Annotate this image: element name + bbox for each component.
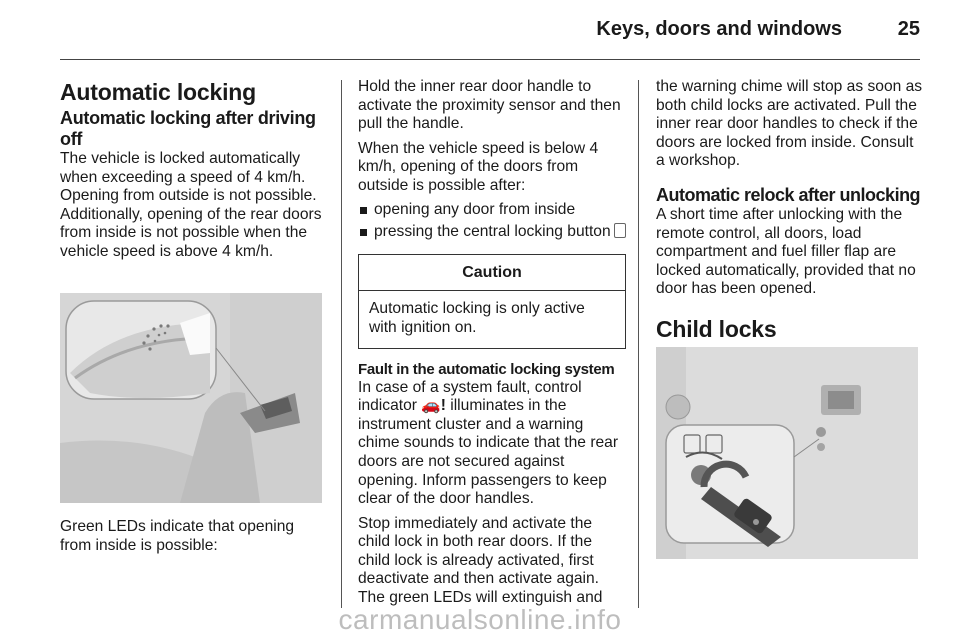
central-lock-button-icon	[614, 223, 626, 238]
paragraph-speed-below: When the vehicle speed is below 4 km/h, opening of the doors from outside is possible after:	[358, 139, 599, 194]
caution-box	[358, 254, 626, 349]
fault-text-start: In case of a system fault, control indicator	[358, 378, 582, 415]
subheading-fault: Fault in the automatic locking system	[358, 360, 615, 378]
header-rule	[60, 59, 920, 60]
section-heading-automatic-locking: Automatic locking	[60, 79, 256, 105]
column-1-caption	[60, 518, 328, 555]
caution-title: Caution	[359, 255, 625, 292]
watermark: carmanualsonline.info	[338, 604, 622, 635]
subheading-automatic-relock: Automatic relock after unlocking	[656, 184, 921, 205]
subheading-locking-after-driving-off: Automatic locking after driving off	[60, 108, 316, 149]
paragraph-green-leds: Green LEDs indicate that opening from inside is possible:	[60, 518, 295, 554]
page-number: 25	[897, 18, 920, 40]
bullet-item-2-text: pressing the central locking button	[374, 223, 611, 241]
column-3	[656, 78, 924, 345]
column-1	[60, 78, 328, 262]
bullet-item-2	[358, 223, 626, 242]
paragraph-warning-chime: the warning chime will stop as soon as both child locks are activated. Pull the inner rear door handles to check if the doors are locked from inside. Consult a workshop.	[656, 78, 923, 170]
paragraph-hold-handle: Hold the inner rear door handle to activate the proximity sensor and then pull the handle.	[358, 78, 621, 133]
child-lock-illustration	[656, 347, 918, 559]
paragraph-system-fault	[358, 379, 626, 509]
caution-text: Automatic locking is only active with ignition on.	[369, 300, 585, 336]
column-divider-2	[638, 80, 639, 608]
control-indicator-icon: 🚗!	[421, 397, 446, 415]
bullet-item-1: opening any door from inside	[358, 201, 626, 220]
paragraph-relock: A short time after unlocking with the remote control, all doors, load compartment and fuel filler flap are locked automatically, provided that no door has been opened.	[656, 205, 916, 298]
paragraph-stop-immediately: Stop immediately and activate the child lock in both rear doors. If the child lock is already activated, first deactivate and then activate again. The green LEDs will extinguish and	[358, 514, 603, 607]
fault-text-end: illuminates in the instrument cluster and a warning chime sounds to indicate that the rear doors are not secured against opening. Inform passengers to keep clear of the door handles.	[358, 397, 619, 508]
door-handle-led-illustration	[60, 293, 322, 503]
section-heading-child-locks: Child locks	[656, 315, 777, 342]
column-2	[358, 78, 626, 608]
paragraph-locking-description: The vehicle is locked automatically when exceeding a speed of 4 km/h. Opening from outside is not possible. Additionally, opening of the rear doors from inside is not possible when the vehicle speed is above 4 km/h.	[60, 150, 322, 260]
column-divider-1	[341, 80, 342, 608]
running-header-title: Keys, doors and windows	[596, 18, 842, 40]
